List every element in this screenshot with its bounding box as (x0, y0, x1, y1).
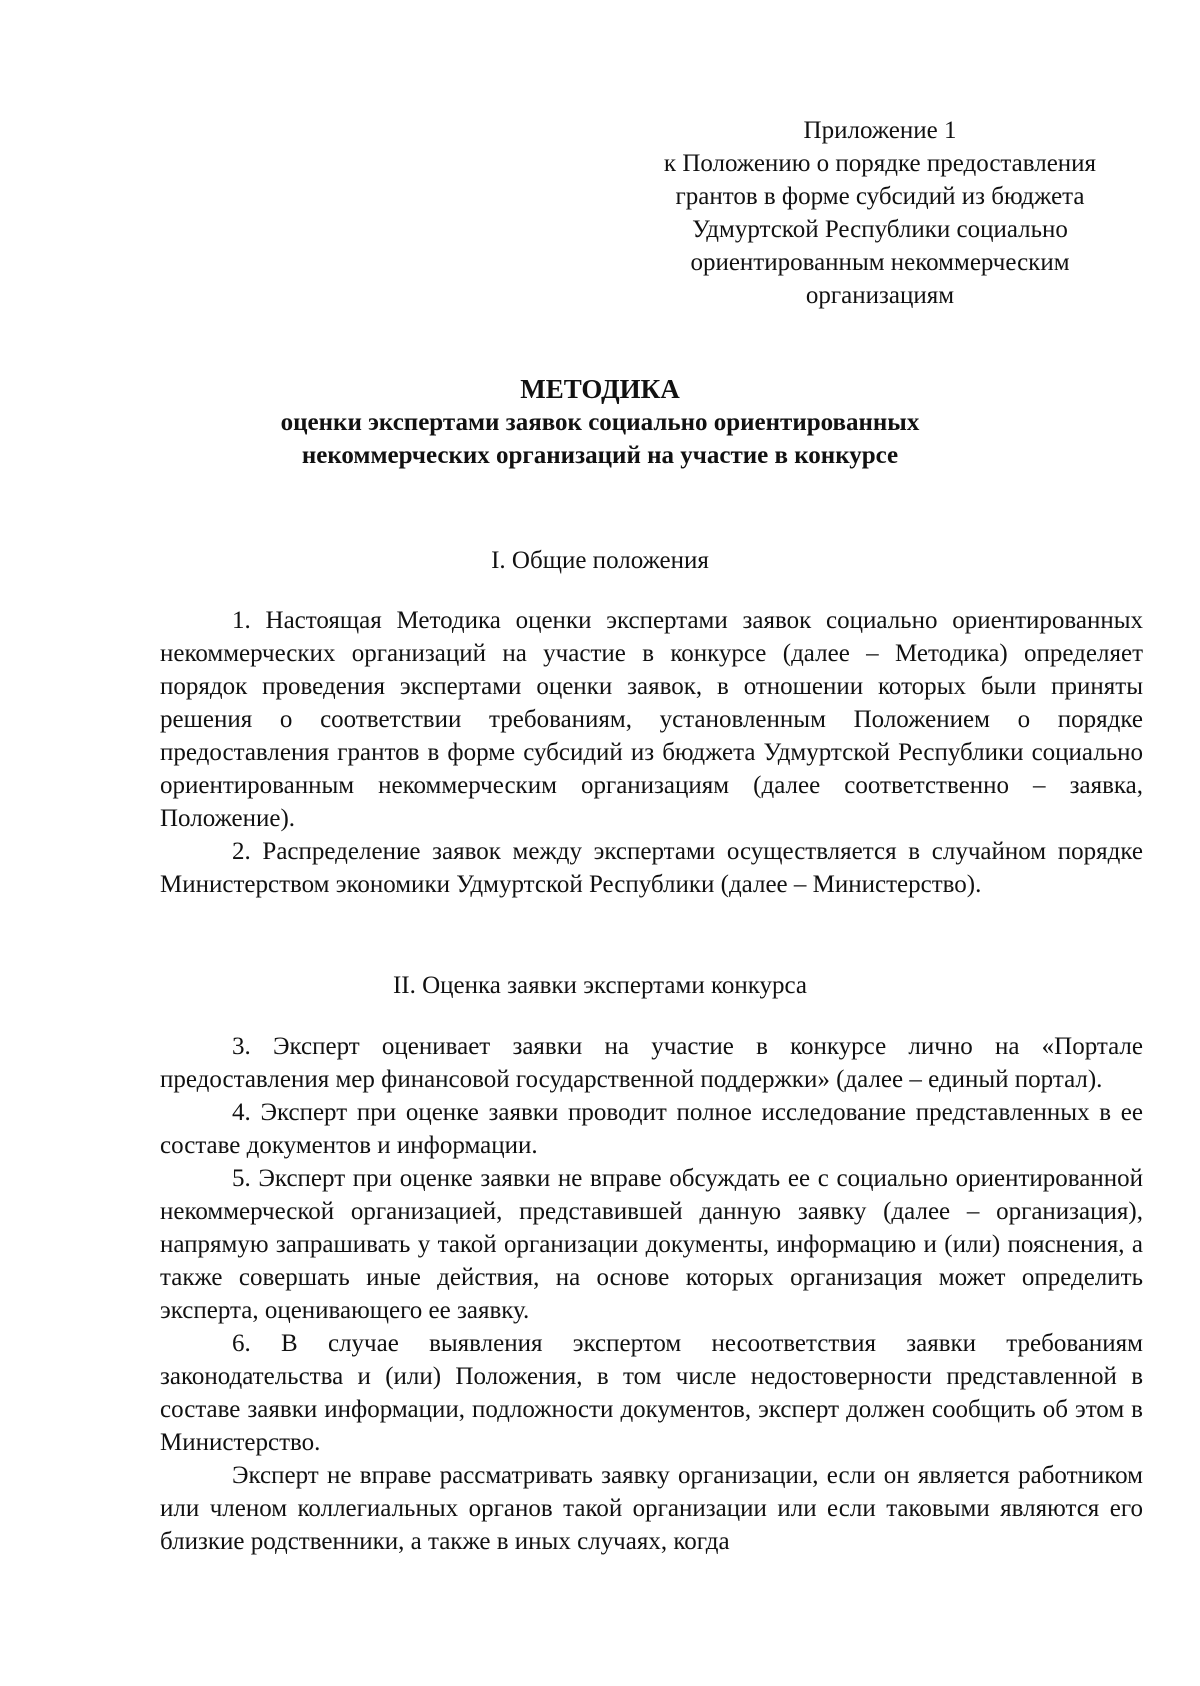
paragraph: 6. В случае выявления экспертом несоответствия заявки требованиям законодательства и (или) Положения, в том числе недостоверности представленной в составе заявки информации, подложности документов, эксперт должен сообщить об этом в Министерство. (160, 1330, 1143, 1456)
title-subtitle-line: некоммерческих организаций на участие в конкурсе (301, 442, 899, 469)
paragraph: Эксперт не вправе рассматривать заявку организации, если он является работником или членом коллегиальных органов такой организации или если таковыми являются его близкие родственники, а также в иных случаях, когда (160, 1462, 1143, 1555)
section-heading-evaluation: II. Оценка заявки экспертами конкурса (392, 972, 808, 999)
title-subtitle-line: оценки экспертами заявок социально ориентированных (280, 409, 920, 436)
appendix-line: грантов в форме субсидий из бюджета (675, 183, 1085, 210)
title-main: МЕТОДИКА (520, 374, 680, 404)
paragraph: 3. Эксперт оценивает заявки на участие в конкурсе лично на «Портале предоставления мер финансовой государственной поддержки» (далее – единый портал). (160, 1033, 1143, 1093)
paragraph: 4. Эксперт при оценке заявки проводит полное исследование представленных в ее составе документов и информации. (160, 1099, 1143, 1159)
section-body-evaluation (160, 1030, 1143, 1558)
paragraph: 1. Настоящая Методика оценки экспертами заявок социально ориентированных некоммерческих организаций на участие в конкурсе (далее – Методика) определяет порядок проведения экспертами оценки заявок, в отношении которых были приняты решения о соответствии требованиям, установленным Положением о порядке предоставления грантов в форме субсидий из бюджета Удмуртской Республики социально ориентированным некоммерческим организациям (далее соответственно – заявка, Положение). (160, 607, 1143, 832)
section-heading-general: I. Общие положения (491, 547, 709, 574)
paragraph: 5. Эксперт при оценке заявки не вправе обсуждать ее с социально ориентированной некоммерческой организацией, представившей данную заявку (далее – организация), напрямую запрашивать у такой организации документы, информацию и (или) пояснения, а также совершать иные действия, на основе которых организация может определить эксперта, оценивающего ее заявку. (160, 1165, 1143, 1324)
appendix-line: к Положению о порядке предоставления (663, 150, 1097, 177)
paragraph: 2. Распределение заявок между экспертами осуществляется в случайном порядке Министерством экономики Удмуртской Республики (далее – Министерство). (160, 838, 1143, 898)
appendix-line: организациям (805, 282, 955, 309)
appendix-line: Удмуртской Республики социально (692, 216, 1068, 243)
section-body-general (160, 604, 1143, 901)
appendix-note (600, 114, 1160, 312)
appendix-line: Приложение 1 (803, 117, 957, 144)
document-title (160, 372, 1040, 472)
appendix-line: ориентированным некоммерческим (690, 249, 1070, 276)
